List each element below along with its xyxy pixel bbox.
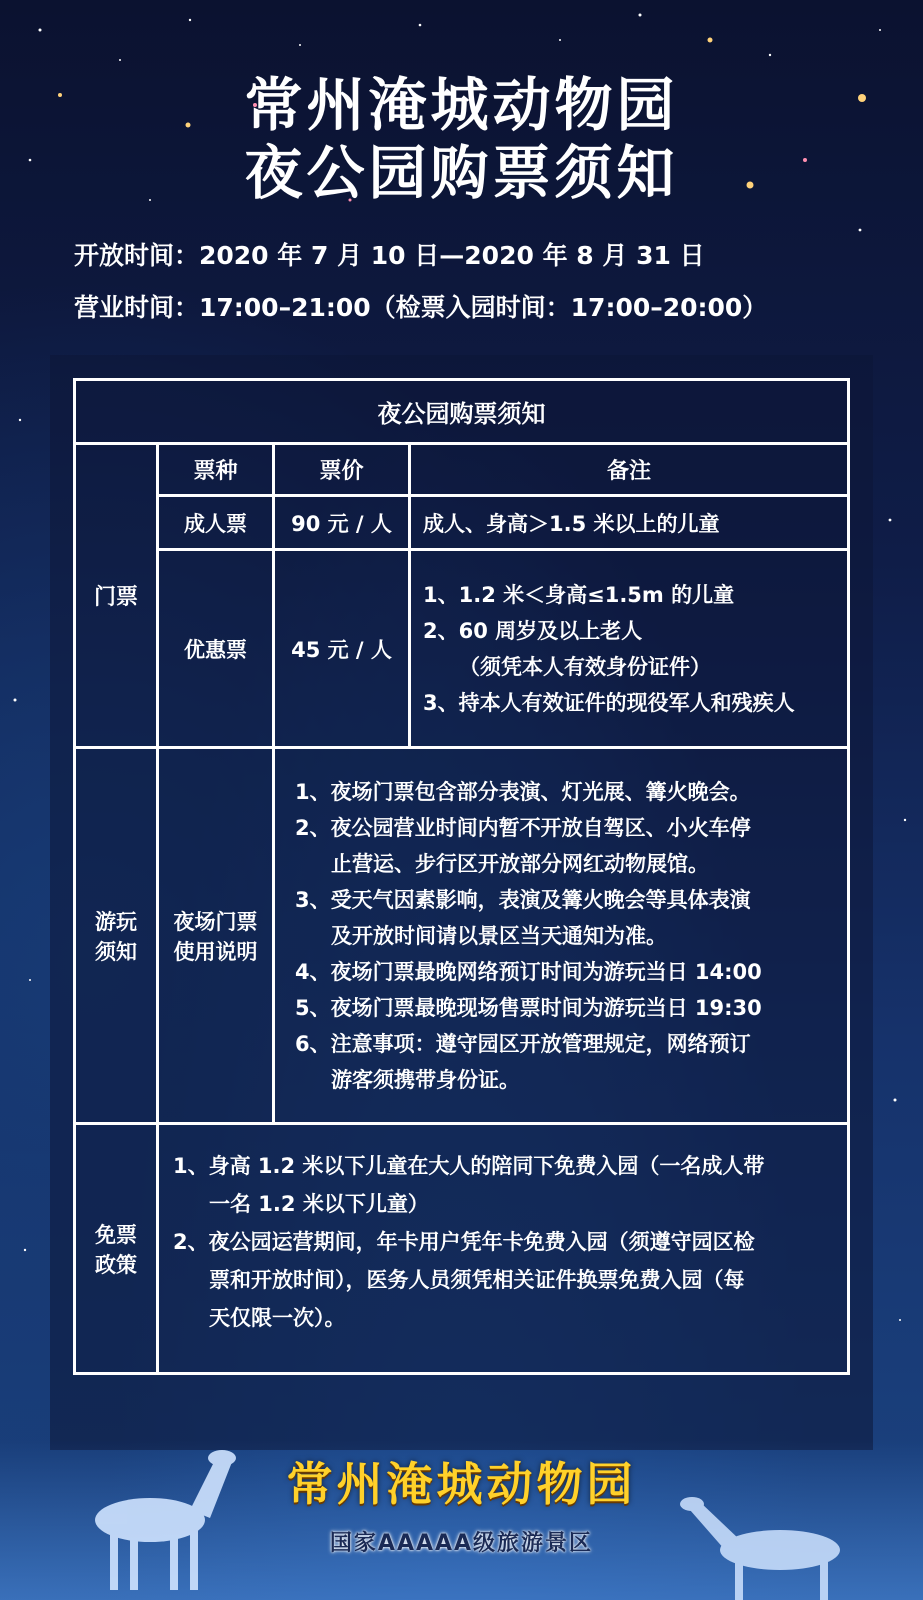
- visit-guide-label: [75, 748, 158, 1124]
- instruction-line: 3、受天气因素影响，表演及篝火晚会等具体表演: [295, 887, 751, 912]
- instruction-line: 及开放时间请以景区当天通知为准。: [331, 923, 667, 948]
- tickets-label: 门票: [75, 444, 158, 748]
- discount-ticket-price: 45 元 / 人: [274, 550, 410, 748]
- free-label-line1: 免票: [95, 1222, 137, 1247]
- table-title: 夜公园购票须知: [75, 380, 849, 444]
- night-ticket-usage-label: [158, 748, 274, 1124]
- header-price: 票价: [274, 444, 410, 496]
- visit-label-line2: 须知: [95, 939, 137, 964]
- discount-note: （须凭本人有效身份证件）: [459, 654, 711, 679]
- instruction-line: 5、夜场门票最晚现场售票时间为游玩当日 19:30: [295, 995, 762, 1020]
- open-dates: 开放时间：2020 年 7 月 10 日—2020 年 8 月 31 日: [74, 241, 705, 270]
- instruction-line: 2、夜公园营业时间内暂不开放自驾区、小火车停: [295, 815, 751, 840]
- instruction-line: 4、夜场门票最晚网络预订时间为游玩当日 14:00: [295, 959, 762, 984]
- header-type: 票种: [158, 444, 274, 496]
- usage-label-line2: 使用说明: [173, 939, 258, 964]
- usage-instructions: [274, 748, 849, 1124]
- adult-ticket-type: 成人票: [158, 496, 274, 550]
- discount-ticket-notes: [410, 550, 849, 748]
- policy-line: 票和开放时间），医务人员须凭相关证件换票免费入园（每: [209, 1268, 745, 1292]
- ticket-info-table: [73, 378, 850, 1375]
- footer-zoo-level: 国家AAAAA级旅游景区: [329, 1531, 594, 1556]
- adult-ticket-note: 成人、身高＞1.5 米以上的儿童: [410, 496, 849, 550]
- instruction-line: 止营运、步行区开放部分网红动物展馆。: [331, 851, 709, 876]
- usage-label-line1: 夜场门票: [173, 909, 258, 934]
- business-hours: 营业时间：17:00–21:00（检票入园时间：17:00–20:00）: [74, 293, 768, 322]
- footer-zoo-name: 常州淹城动物园: [286, 1457, 637, 1511]
- free-policy-label: [75, 1124, 158, 1374]
- free-policy-text: [158, 1124, 849, 1374]
- instruction-line: 1、夜场门票包含部分表演、灯光展、篝火晚会。: [295, 779, 751, 804]
- discount-note: 2、60 周岁及以上老人: [423, 618, 643, 643]
- discount-note: 3、持本人有效证件的现役军人和残疾人: [423, 690, 795, 715]
- header-notes: 备注: [410, 444, 849, 496]
- policy-line: 1、身高 1.2 米以下儿童在大人的陪同下免费入园（一名成人带: [173, 1154, 765, 1178]
- policy-line: 天仅限一次）。: [209, 1306, 346, 1330]
- page-title-line2: 夜公园购票须知: [244, 139, 679, 207]
- visit-label-line1: 游玩: [95, 909, 137, 934]
- discount-note: 1、1.2 米＜身高≤1.5m 的儿童: [423, 582, 735, 607]
- free-label-line2: 政策: [95, 1252, 137, 1277]
- instruction-line: 6、注意事项：遵守园区开放管理规定，网络预订: [295, 1031, 751, 1056]
- instruction-line: 游客须携带身份证。: [331, 1067, 520, 1092]
- adult-ticket-price: 90 元 / 人: [274, 496, 410, 550]
- discount-ticket-type: 优惠票: [158, 550, 274, 748]
- policy-line: 一名 1.2 米以下儿童）: [209, 1192, 429, 1216]
- policy-line: 2、夜公园运营期间，年卡用户凭年卡免费入园（须遵守园区检: [173, 1230, 755, 1254]
- page-title-line1: 常州淹城动物园: [244, 71, 679, 139]
